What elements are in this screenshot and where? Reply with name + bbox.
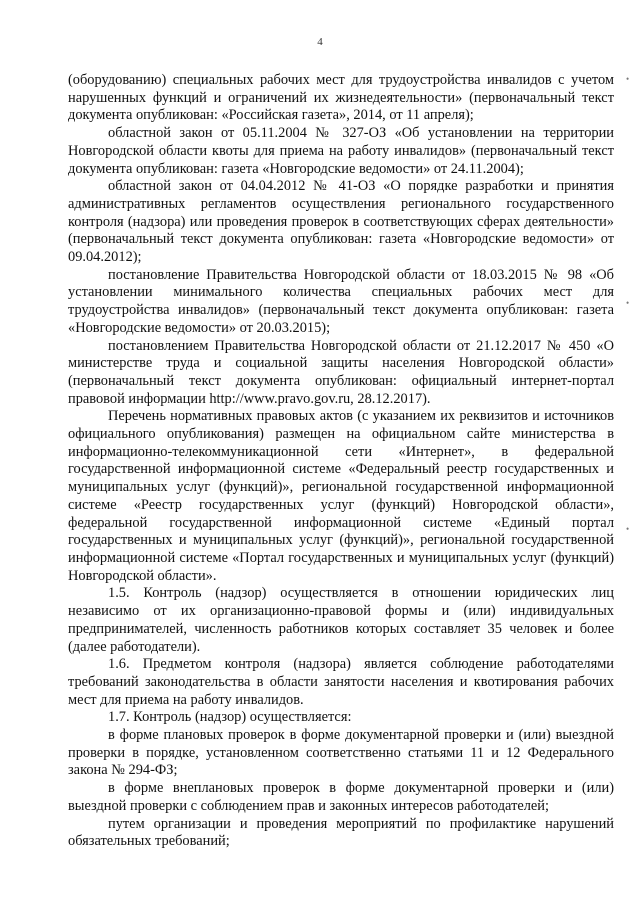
paragraph: (оборудованию) специальных рабочих мест для трудоустройства инвалидов с учетом нарушенных функций и ограничений их жизнедеятельности» (первоначальный текст документа опубликован: «Российская газета», 2014, от 11 апреля); xyxy=(68,72,614,124)
paragraph: путем организации и проведения мероприятий по профилактике нарушений обязательных требований; xyxy=(68,815,614,850)
margin-mark: • xyxy=(626,298,630,308)
paragraph: областной закон от 05.11.2004 № 327-ОЗ «Об установлении на территории Новгородской области квоты для приема на работу инвалидов» (первоначальный текст документа опубликован: газета «Новгородские ведомости» от 24.11.2004); xyxy=(68,125,614,177)
paragraph: 1.5. Контроль (надзор) осуществляется в отношении юридических лиц независимо от их организационно-правовой формы и (или) индивидуальных предпринимателей, численность работников которых составляет 35 человек и более (далее работодатели). xyxy=(68,585,614,655)
margin-mark: • xyxy=(626,74,630,84)
paragraph: 1.7. Контроль (надзор) осуществляется: xyxy=(108,709,352,726)
paragraph: постановлением Правительства Новгородской области от 21.12.2017 № 450 «О министерстве труда и социальной защиты населения Новгородской области» (первоначальный текст документа опубликован: официальный интернет-портал правовой информации http://www.pravo.gov.ru, 28.12.2017). xyxy=(68,337,614,407)
page-number: 4 xyxy=(317,36,323,48)
paragraph: в форме плановых проверок в форме документарной проверки и (или) выездной проверки в порядке, установленном соответственно статьями 11 и 12 Федерального закона № 294-ФЗ; xyxy=(68,727,614,779)
paragraph: в форме внеплановых проверок в форме документарной проверки и (или) выездной проверки с соблюдением прав и законных интересов работодателей; xyxy=(68,780,614,814)
paragraph: 1.6. Предметом контроля (надзора) является соблюдение работодателями требований законодательства в области занятости населения и квотирования рабочих мест для приема на работу инвалидов. xyxy=(68,656,614,708)
document-body xyxy=(68,72,614,851)
paragraph: постановление Правительства Новгородской области от 18.03.2015 № 98 «Об установлении минимального количества специальных рабочих мест для трудоустройства инвалидов» (первоначальный текст документа опубликован: газета «Новгородские ведомости» от 20.03.2015); xyxy=(68,266,614,336)
margin-mark: • xyxy=(626,524,630,534)
paragraph: Перечень нормативных правовых актов (с указанием их реквизитов и источников официального опубликования) размещен на официальном сайте министерства в информационно-телекоммуникационной сети «Интернет», в федеральной государственной информационной системе «Федеральный реестр государственных и муниципальных услуг (функций)», региональной государственной информационной системе «Реестр государственных услуг (функций) Новгородской области», федеральной государственной информационной системе «Единый портал государственных и муниципальных услуг (функций)», региональной государственной информационной системе «Портал государственных и муниципальных услуг (функций) Новгородской области». xyxy=(68,408,614,584)
paragraph: областной закон от 04.04.2012 № 41-ОЗ «О порядке разработки и принятия административных регламентов осуществления регионального государственного контроля (надзора) или проведения проверок в соответствующих сферах деятельности» (первоначальный текст документа опубликован: газета «Новгородские ведомости» от 09.04.2012); xyxy=(68,178,614,266)
